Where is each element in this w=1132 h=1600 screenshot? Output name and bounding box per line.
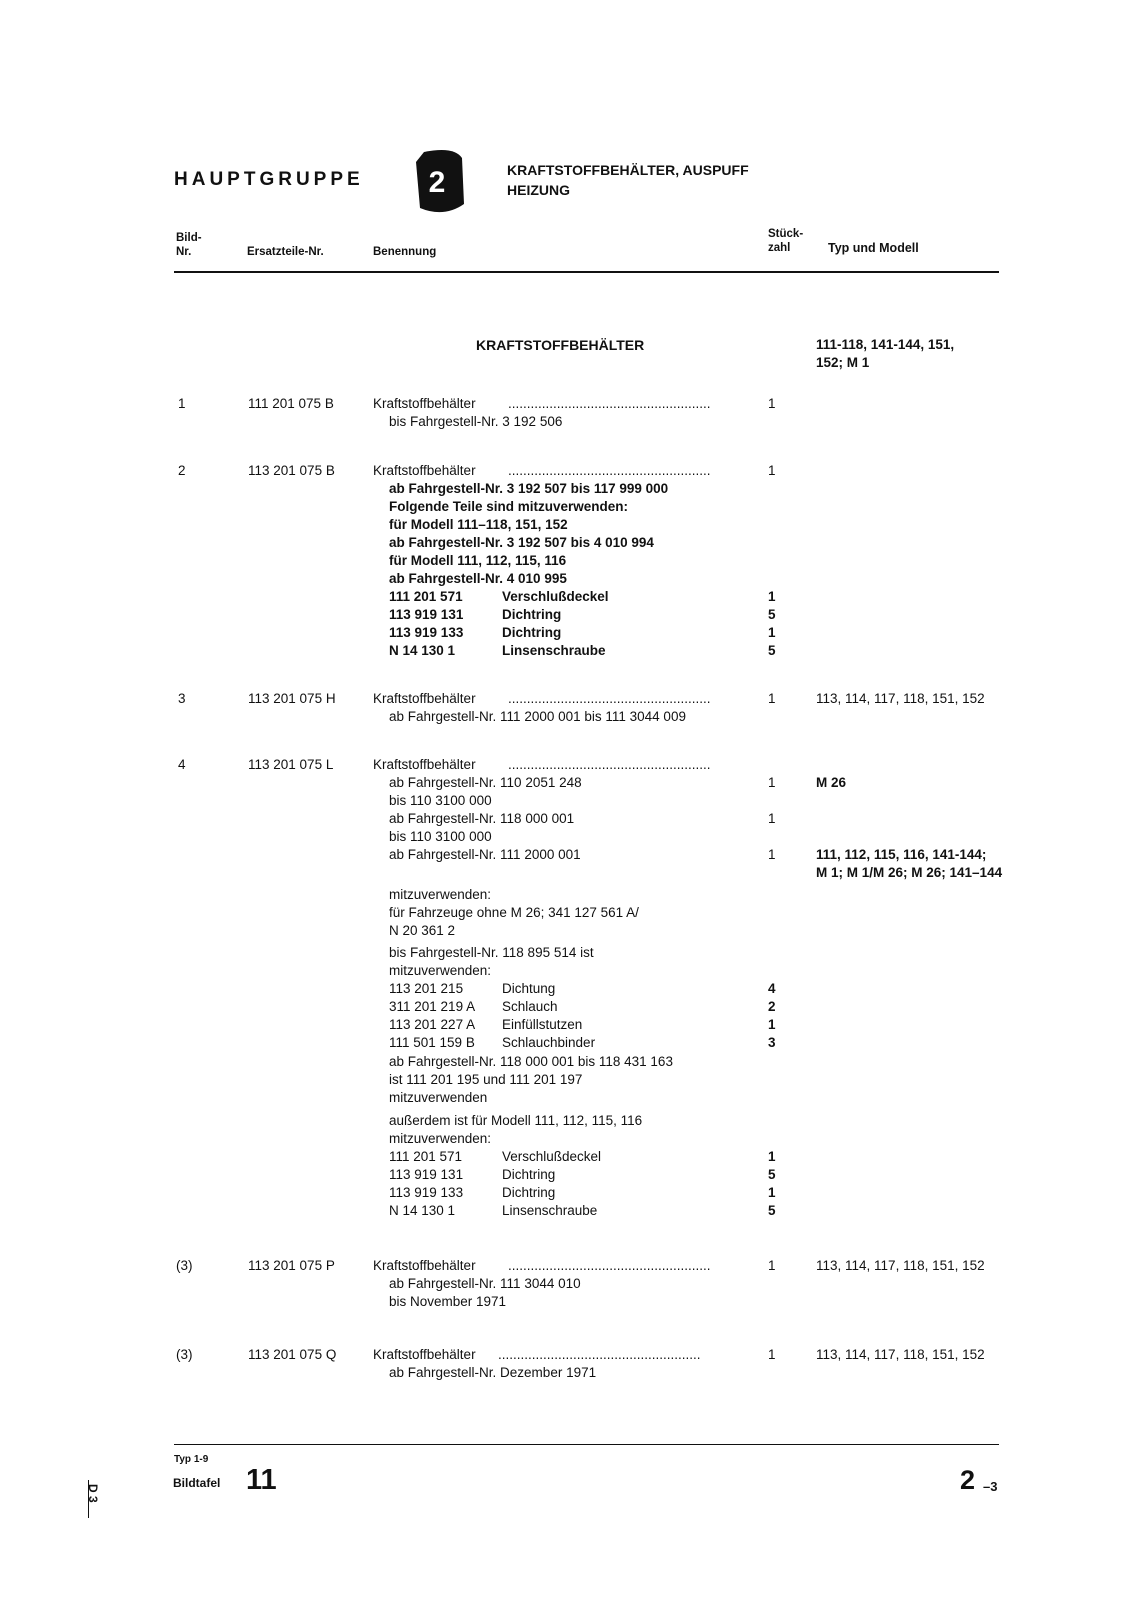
col-typ-modell: Typ und Modell	[828, 241, 919, 255]
bild-nr: (3)	[176, 1347, 193, 1362]
subpart-quantities: 1 5 1 5	[768, 1149, 776, 1218]
quantity: 1	[768, 463, 776, 478]
leader-dots: ......................................................	[508, 463, 711, 478]
bild-nr: (3)	[176, 1258, 193, 1273]
part-number: 113 201 075 L	[248, 757, 334, 772]
part-name: Kraftstoffbehälter	[373, 1258, 476, 1273]
bildtafel-number: 11	[246, 1464, 277, 1496]
models: M 26	[816, 775, 847, 790]
section-title-line1: KRAFTSTOFFBEHÄLTER, AUSPUFF	[507, 162, 749, 178]
subpart-names: Verschlußdeckel Dichtring Dichtring Linsenschraube	[502, 1149, 602, 1218]
description: ab Fahrgestell-Nr. 110 2051 248	[389, 775, 582, 790]
typ-label: Typ 1-9	[174, 1454, 209, 1465]
bild-nr: 2	[178, 463, 186, 478]
part-name: Kraftstoffbehälter	[373, 1347, 476, 1362]
section-heading: KRAFTSTOFFBEHÄLTER	[476, 337, 645, 353]
quantity: 1	[768, 396, 776, 411]
leader-dots: ......................................................	[508, 757, 711, 772]
part-name: Kraftstoffbehälter	[373, 396, 476, 411]
col-benennung: Benennung	[373, 246, 437, 258]
note-block: außerdem ist für Modell 111, 112, 115, 116 mitzuverwenden:	[389, 1113, 643, 1146]
quantity: 1	[768, 811, 776, 826]
bild-nr: 3	[178, 691, 186, 706]
section-title-line2: HEIZUNG	[507, 182, 570, 198]
description: bis 110 3100 000	[389, 829, 492, 844]
leader-dots: ......................................................	[508, 396, 711, 411]
part-name: Kraftstoffbehälter	[373, 691, 476, 706]
description: ab Fahrgestell-Nr. 111 2000 001 bis 111 3044 009	[389, 709, 686, 724]
leader-dots: ......................................................	[508, 691, 711, 706]
group-number: 2	[428, 166, 446, 199]
col-stueckzahl: Stück- zahl	[768, 228, 804, 254]
models: 111, 112, 115, 116, 141-144; M 1; M 1/M 26; M 26; 141–144	[816, 847, 1003, 880]
note-block: ab Fahrgestell-Nr. 118 000 001 bis 118 431 163 ist 111 201 195 und 111 201 197 mitzuverwenden	[389, 1054, 673, 1105]
main-group-label: HAUPTGRUPPE	[174, 169, 364, 190]
group-number-badge	[414, 148, 466, 214]
quantity: 1	[768, 1258, 776, 1273]
models: 113, 114, 117, 118, 151, 152	[816, 1258, 985, 1273]
description: ab Fahrgestell-Nr. Dezember 1971	[389, 1365, 597, 1380]
part-number: 113 201 075 B	[248, 463, 335, 478]
col-ersatzteil: Ersatzteile-Nr.	[247, 246, 324, 258]
page-number-sub: –3	[983, 1479, 998, 1494]
part-number: 113 201 075 Q	[248, 1347, 337, 1362]
description: bis 110 3100 000	[389, 793, 492, 808]
bild-nr: 1	[178, 396, 186, 411]
header-rule	[174, 271, 999, 273]
subpart-names: Verschlußdeckel Dichtring Dichtring Linsenschraube	[502, 589, 609, 658]
subpart-quantities: 4 2 1 3	[768, 981, 776, 1050]
bildtafel-label: Bildtafel	[173, 1476, 221, 1490]
subpart-names: Dichtung Schlauch Einfüllstutzen Schlauchbinder	[502, 981, 596, 1050]
part-number: 111 201 075 B	[248, 396, 334, 411]
col-bild-nr: Bild- Nr.	[176, 232, 202, 258]
leader-dots: ......................................................	[508, 1258, 711, 1273]
note-block: mitzuverwenden: für Fahrzeuge ohne M 26; 341 127 561 A/ N 20 361 2	[389, 887, 639, 938]
leader-dots: ......................................................	[498, 1347, 701, 1362]
part-number: 113 201 075 P	[248, 1258, 335, 1273]
subpart-numbers: 111 201 571 113 919 131 113 919 133 N 14 130 1	[389, 589, 464, 658]
page-number: 2	[960, 1465, 976, 1495]
description: ab Fahrgestell-Nr. 111 2000 001	[389, 847, 581, 862]
description: ab Fahrgestell-Nr. 3 192 507 bis 117 999 000 Folgende Teile sind mitzuverwenden: für Modell 111–118, 151, 152 ab Fahrgestell-Nr. 3 192 507 bis 4 010 994 für Modell 111, 112, 115, 116 ab Fahrgestell-Nr. 4 010 995	[389, 481, 669, 586]
bild-nr: 4	[178, 757, 186, 772]
description: bis Fahrgestell-Nr. 3 192 506	[389, 414, 563, 429]
quantity: 1	[768, 691, 776, 706]
footer-rule	[174, 1444, 999, 1445]
models: 113, 114, 117, 118, 151, 152	[816, 691, 985, 706]
models: 113, 114, 117, 118, 151, 152	[816, 1347, 985, 1362]
description: ab Fahrgestell-Nr. 118 000 001	[389, 811, 575, 826]
section-models: 111-118, 141-144, 151, 152; M 1	[816, 337, 955, 370]
section-title	[507, 160, 749, 200]
quantity: 1	[768, 847, 776, 862]
note-block: bis Fahrgestell-Nr. 118 895 514 ist mitzuverwenden:	[389, 945, 594, 978]
quantity: 1	[768, 1347, 776, 1362]
part-name: Kraftstoffbehälter	[373, 463, 476, 478]
margin-code: D 3	[86, 1484, 100, 1503]
subpart-numbers: 111 201 571 113 919 131 113 919 133 N 14 130 1	[389, 1149, 464, 1218]
subpart-quantities: 1 5 1 5	[768, 589, 776, 658]
part-name: Kraftstoffbehälter	[373, 757, 476, 772]
part-number: 113 201 075 H	[248, 691, 336, 706]
quantity: 1	[768, 775, 776, 790]
description: ab Fahrgestell-Nr. 111 3044 010 bis November 1971	[389, 1276, 581, 1309]
subpart-numbers: 113 201 215 311 201 219 A 113 201 227 A 111 501 159 B	[389, 981, 476, 1050]
